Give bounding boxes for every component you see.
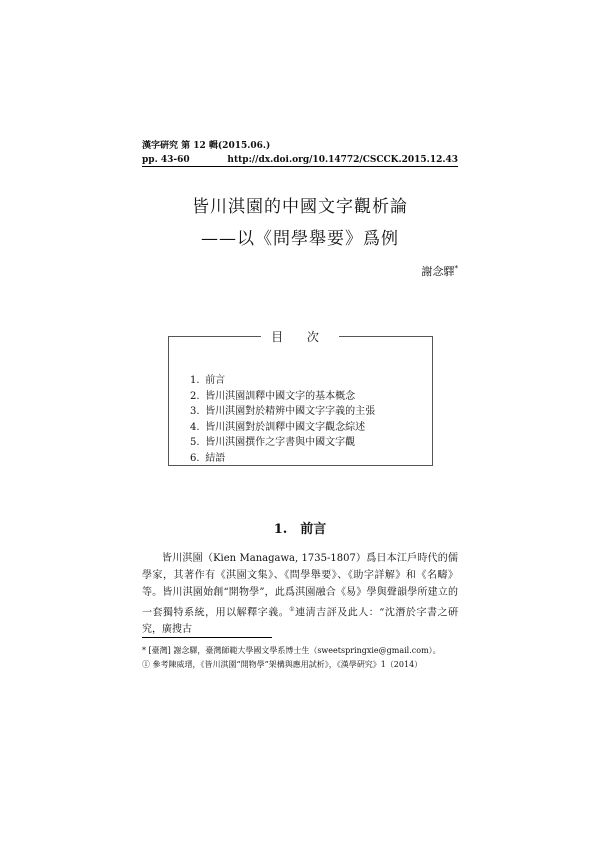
toc-heading: 目 次	[0, 328, 600, 345]
footnote-ref[interactable]: ①	[289, 606, 296, 613]
footnote-1: ① 參考陳威瑨，《皆川淇園“開物學”架構與應用試析》，《漢學硏究》1（2014）	[142, 660, 423, 669]
toc-item[interactable]: 5. 皆川淇園撰作之字書與中國文字觀	[190, 437, 356, 448]
doi-link[interactable]: http://dx.doi.org/10.14772/CSCCK.2015.12.43	[227, 155, 458, 165]
page-range: pp. 43-60	[142, 155, 190, 165]
toc-item[interactable]: 6. 結語	[190, 452, 226, 464]
toc-item[interactable]: 4. 皆川淇園對於訓釋中國文字觀念綜述	[190, 421, 366, 433]
header-rule	[142, 166, 458, 167]
body-text	[142, 550, 458, 638]
author-footnote-mark: *	[454, 264, 458, 273]
footnotes	[142, 644, 462, 672]
footnote-rule	[142, 637, 272, 638]
toc-item[interactable]: 2. 皆川淇園訓釋中國文字的基本概念	[190, 390, 356, 402]
paper-title: 皆川淇園的中國文字觀析論	[192, 197, 408, 217]
section-heading: 1. 前言	[273, 522, 327, 537]
author	[422, 263, 459, 279]
footnote-author: * [臺灣] 謝念驛，臺灣師範大學國文學系博士生（sweetspringxie@gmail.com）。	[142, 646, 441, 655]
paper-subtitle: ——以《問學舉要》爲例	[201, 229, 399, 249]
journal-info: 漢字硏究 第 12 輯(2015.06.)	[142, 141, 271, 151]
toc-item[interactable]: 1. 前言	[190, 375, 226, 386]
paragraph: 皆川淇園（Kien Managawa, 1735-1807）爲日本江戶時代的儒學家，其著作有《淇園文集》、《問學舉要》、《助字詳解》和《名疇》等。皆川淇園始創“開物學”，此爲淇園融合《易》學與聲韻學所建立的一套獨特系統，用以解釋字義。①連淸吉評及此人：“沈潛於字書之硏究，廣搜古	[142, 553, 458, 636]
toc-item[interactable]: 3. 皆川淇園對於精辨中國文字字義的主張	[190, 406, 376, 417]
author-name: 謝念驛	[421, 265, 455, 278]
toc-list	[190, 373, 375, 466]
